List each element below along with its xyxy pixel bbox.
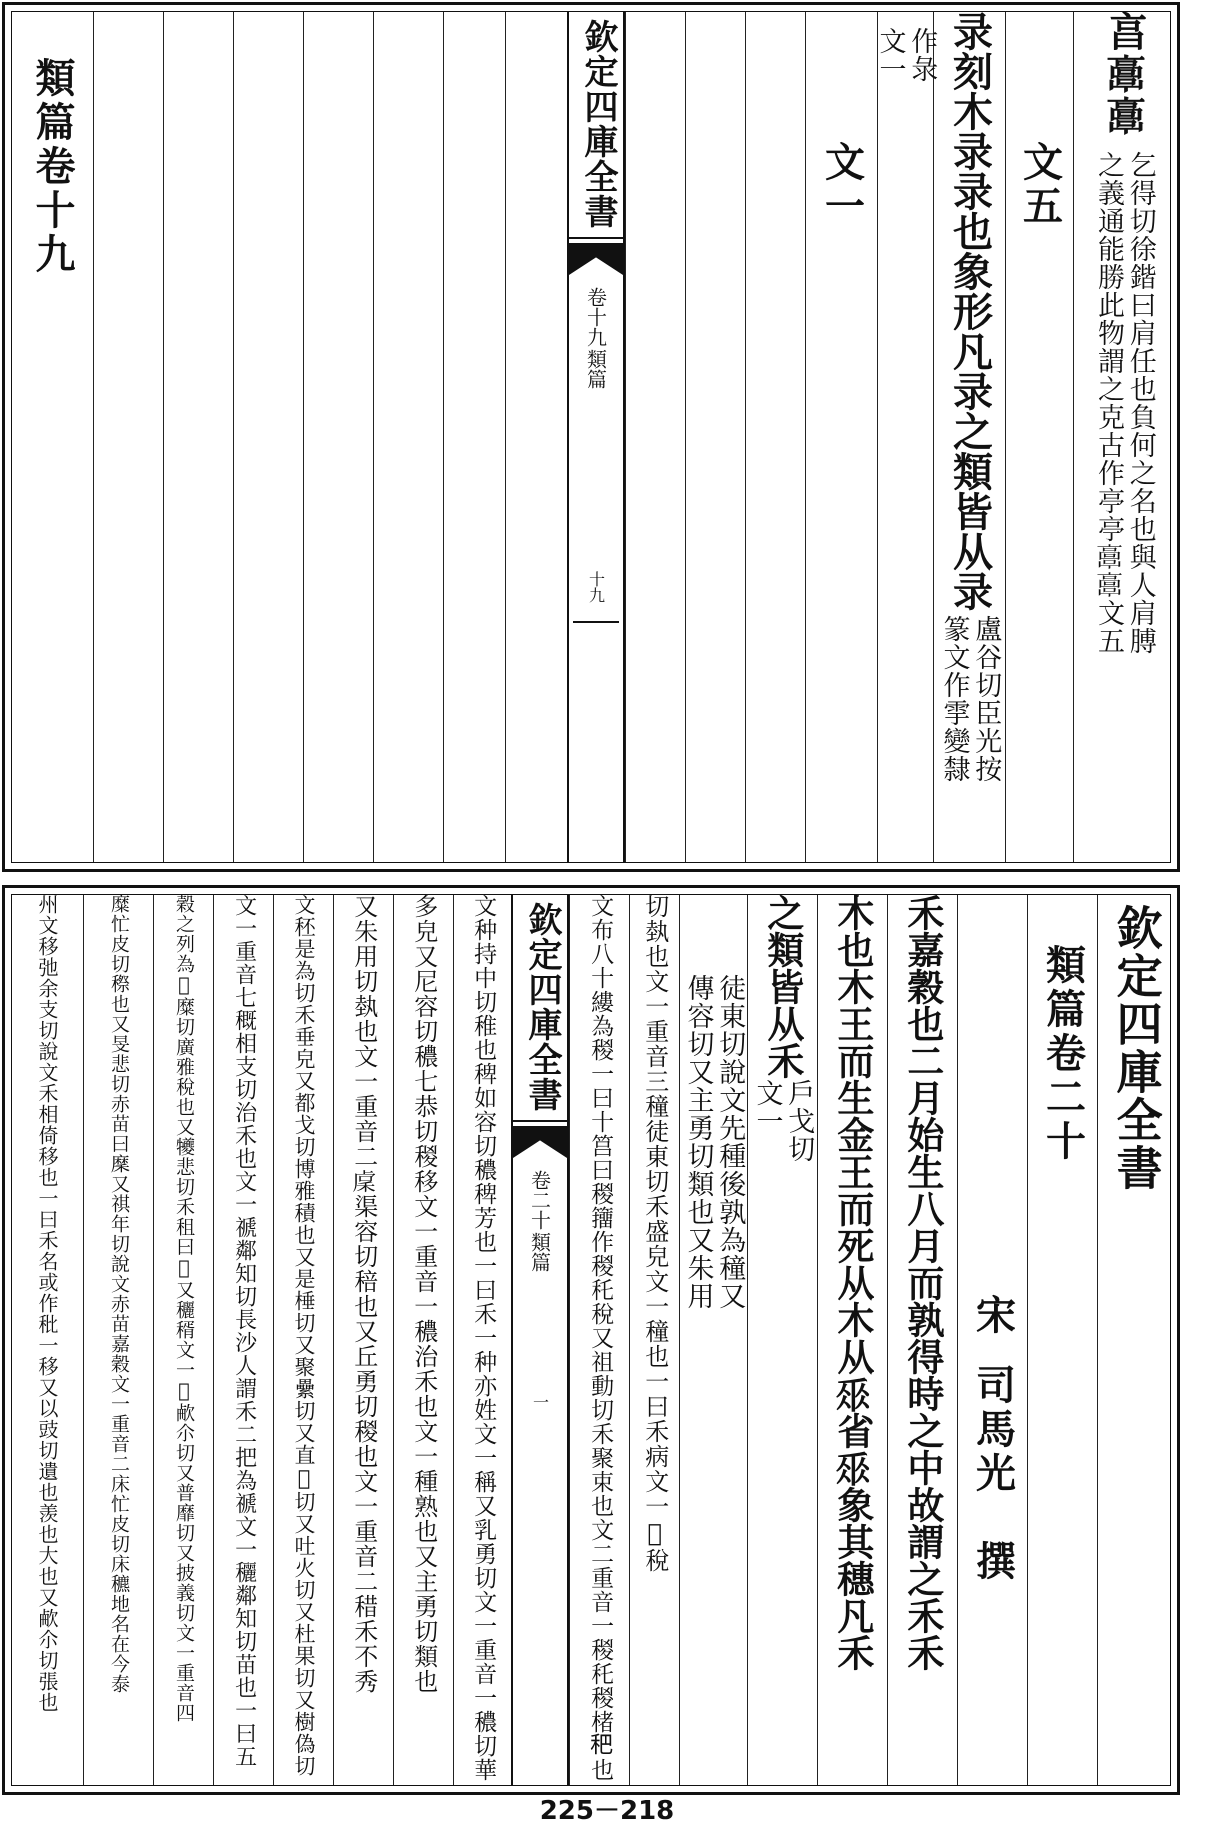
column-text	[569, 894, 629, 1786]
annotation-line: 文一重音七穊相支切治禾也文一禠鄰知切長沙人謂禾二把為禠文一穲鄰知切苗也一曰五	[231, 894, 257, 1768]
empty-column	[163, 11, 233, 863]
annotation-line: 乞得切徐鍇曰肩任也負何之名也與人肩膊	[1124, 151, 1156, 655]
column-text	[817, 894, 887, 1786]
page-footer-number: 225－218	[539, 1796, 675, 1826]
center-page-number: 十九	[586, 571, 606, 603]
annotation-line: 盧谷切臣光按	[970, 615, 1002, 783]
column-text	[213, 894, 273, 1786]
volume-title: 類篇卷二十	[1039, 944, 1087, 1164]
dynasty: 宋	[969, 1294, 1017, 1338]
column-count	[805, 11, 877, 863]
center-title: 欽定四庫全書	[569, 11, 623, 239]
column-xiang-notes	[1073, 11, 1175, 863]
center-fold	[567, 11, 625, 863]
annotation-line: 文种持中切稚也稗如容切穠稗芳也一曰禾一种亦姓文一稱又乳勇切文一重音一穠切華	[470, 894, 497, 1782]
empty-column	[625, 11, 685, 863]
empty-column	[303, 11, 373, 863]
annotation-line: 之義通能勝此物謂之克古作亭亭𩫖𩫖文五	[1093, 151, 1124, 655]
author: 司馬光 撰	[969, 1364, 1017, 1584]
empty-column	[373, 11, 443, 863]
annotation-line: 糜忙皮切穄也又旻悲切赤苗曰穈又祺年切說文赤苗嘉穀文一重音二床忙皮切床穮地名在今泰	[107, 894, 130, 1694]
annotation-line: 又朱用切埶也文一重音二𥟃渠容切稖也又丘勇切稯也文一重音二稓禾不秀	[349, 894, 378, 1694]
column-text	[83, 894, 153, 1786]
center-volume-juan: 卷十九	[583, 287, 608, 347]
column-lu	[933, 11, 1005, 863]
annotation-pair	[939, 615, 1000, 783]
main-text: 禾嘉穀也二月始生八月而孰得時之中故謂之禾禾	[900, 894, 945, 1671]
column-text	[629, 894, 679, 1786]
column-zuo	[874, 11, 938, 863]
center-fold	[511, 894, 569, 1786]
annotation-line: 徒東切說文先種後孰為穜又	[714, 974, 746, 1310]
column-juan	[1027, 894, 1097, 1786]
empty-column	[233, 11, 303, 863]
book-title: 欽定四庫全書	[1109, 904, 1164, 1192]
annotation-pair	[1093, 151, 1154, 863]
center-volume-book: 類篇	[527, 1232, 552, 1272]
annotation-line: 州文移弛余支切說文禾相倚移也一曰禾名或作秕一移又以豉切遺也羡也大也又欳尒切張也	[35, 894, 59, 1713]
column-text	[453, 894, 511, 1786]
column-text	[747, 894, 817, 1786]
empty-column	[685, 11, 745, 863]
column-text	[679, 894, 747, 1786]
annotation-line: 文布八十縷為稯一曰十筥曰稯籒作稯秅稅又祖動切禾聚束也文二重音一稯秅稯楮𥝧也	[587, 894, 614, 1782]
empty-column	[93, 11, 163, 863]
column-juan-end	[11, 11, 93, 863]
empty-column	[443, 11, 505, 863]
center-volume-juan: 卷二十	[527, 1170, 552, 1230]
bottom-page	[2, 885, 1180, 1795]
column-text	[887, 894, 957, 1786]
annotation-pair	[683, 974, 744, 1310]
count-label: 文一	[818, 141, 866, 229]
annotation-line: 文秠是為切禾垂皃又都戈切博雅積也又是棰切又聚纍切又直𥝰切又吐火切又杜果切又樹偽切	[292, 894, 317, 1777]
main-text: 木也木王而生金王而死从木从𠂹省𠂹象其穗凡禾	[830, 894, 875, 1671]
fishtail-mark	[569, 243, 623, 275]
annotation-line: 文一	[874, 27, 906, 83]
annotation-line: 篆文作𩁹變隸	[938, 615, 970, 783]
annotation-line: 傳容切又主勇切類也又朱用	[682, 974, 714, 1310]
annotation-line: 文一	[751, 1079, 783, 1135]
center-volume	[582, 287, 611, 389]
volume-end-title: 類篇卷十九	[29, 57, 76, 277]
top-page	[2, 2, 1180, 872]
fishtail-mark	[513, 1126, 567, 1158]
annotation-line: 切埶也文一重音三穜徒東切禾盛皃文一穜也一曰禾病文一𥟫稅	[640, 894, 669, 1573]
column-text	[333, 894, 393, 1786]
column-text	[11, 894, 83, 1786]
count-label: 文五	[1016, 141, 1064, 229]
annotation-pair	[875, 27, 936, 863]
column-text	[153, 894, 213, 1786]
center-title: 欽定四庫全書	[513, 894, 567, 1122]
entry-head: 录刻木录录也象形凡录之類皆从录	[946, 11, 994, 611]
annotation-line: 多皃又尼容切穠七恭切稯移文一重音一穠治禾也文一種熟也又主勇切類也	[409, 894, 438, 1694]
main-text: 之類皆从禾	[760, 894, 805, 1079]
empty-column	[745, 11, 805, 863]
column-text	[273, 894, 333, 1786]
column-author	[957, 894, 1027, 1786]
center-page-number: 一	[530, 1394, 550, 1410]
annotation-line: 作彔	[906, 27, 938, 83]
column-text	[393, 894, 453, 1786]
annotation-pair	[752, 1079, 813, 1163]
column-count	[1005, 11, 1073, 863]
entry-head: 亯𩫖𩫖	[1101, 11, 1149, 137]
empty-column	[505, 11, 567, 863]
annotation-line: 戶戈切	[783, 1079, 815, 1163]
center-rule	[573, 621, 619, 623]
annotation-line: 穀之列為𥟆糜切廣雅稅也又犪悲切禾租曰𥟆又穲稰文一𥟆欳尒切又普靡切又披義切文一重音四	[172, 894, 195, 1723]
center-volume-book: 類篇	[583, 349, 608, 389]
center-volume	[526, 1170, 555, 1272]
column-book-title	[1097, 894, 1175, 1786]
